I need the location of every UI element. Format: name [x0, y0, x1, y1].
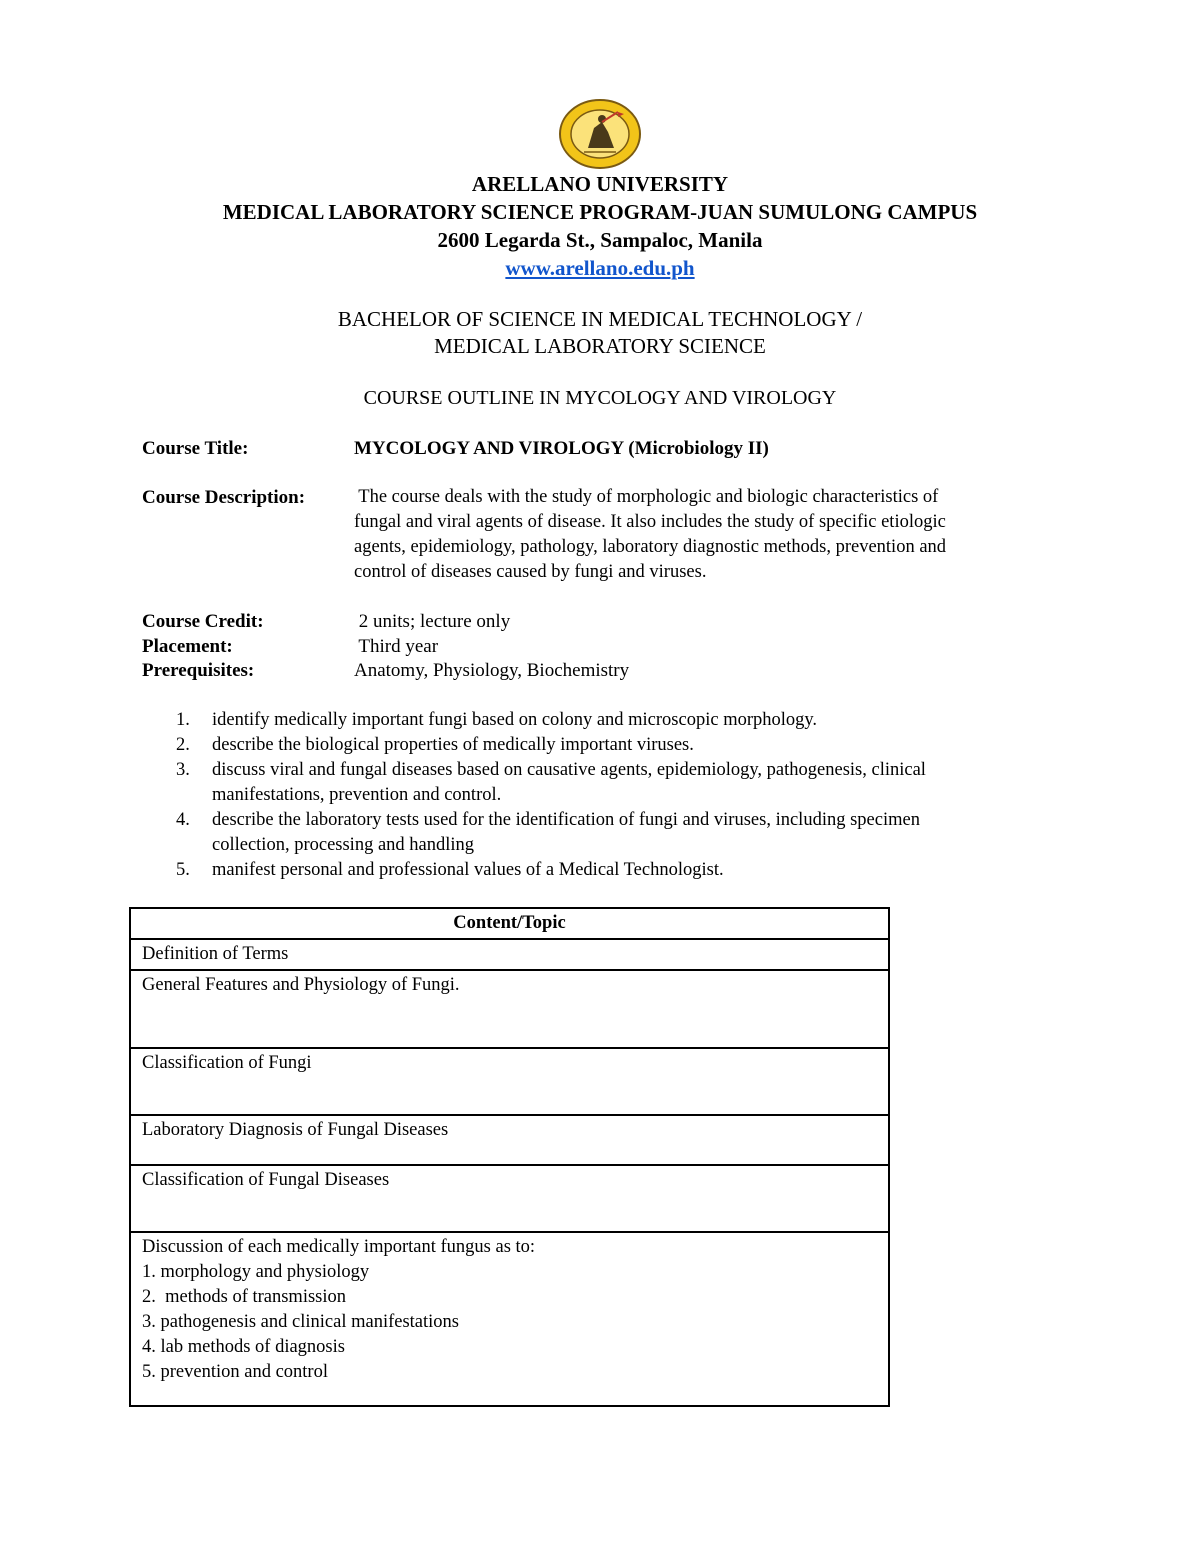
objective-number: 4.: [176, 810, 190, 830]
table-header-row: [130, 908, 889, 939]
description-line: agents, epidemiology, pathology, laboratory diagnostic methods, prevention and: [354, 537, 947, 557]
website-link[interactable]: www.arellano.edu.ph: [505, 256, 695, 280]
placement-value: Third year: [354, 636, 439, 657]
content-topic-table: [129, 907, 890, 1407]
topic-text: Definition of Terms: [142, 944, 289, 964]
description-line: control of diseases caused by fungi and viruses.: [354, 562, 707, 582]
topic-text: Classification of Fungal Diseases: [142, 1170, 390, 1190]
objective-text: describe the laboratory tests used for the identification of fungi and viruses, including specimen: [212, 810, 920, 830]
objectives-list: [172, 708, 1052, 883]
prerequisites-label: Prerequisites:: [142, 660, 255, 681]
objective-text: describe the biological properties of medically important viruses.: [212, 735, 694, 755]
description-line: fungal and viral agents of disease. It also includes the study of specific etiologic: [354, 512, 946, 532]
degree-title: [0, 306, 1200, 360]
campus-address: 2600 Legarda St., Sampaloc, Manila: [437, 228, 763, 252]
outline-title: COURSE OUTLINE IN MYCOLOGY AND VIROLOGY: [363, 387, 837, 409]
objective-number: 5.: [176, 860, 190, 880]
objective-number: 2.: [176, 735, 190, 755]
university-seal-icon: [558, 98, 642, 170]
table-row: [130, 1232, 889, 1406]
course-title-value: MYCOLOGY AND VIROLOGY (Microbiology II): [354, 438, 769, 459]
topic-text: 5. prevention and control: [142, 1362, 328, 1382]
objective-number: 1.: [176, 710, 190, 730]
objective-text: identify medically important fungi based on colony and microscopic morphology.: [212, 710, 818, 730]
objective-text: discuss viral and fungal diseases based on causative agents, epidemiology, pathogenesis, clinical: [212, 760, 926, 780]
course-description: [354, 485, 1054, 585]
topic-text: 4. lab methods of diagnosis: [142, 1337, 345, 1357]
objective-item: [172, 858, 1052, 883]
table-row: [130, 939, 889, 970]
table-row: [130, 1048, 889, 1115]
course-description-label: Course Description:: [142, 487, 306, 508]
university-seal-logo: [558, 98, 642, 170]
course-credit-value: 2 units; lecture only: [354, 611, 511, 632]
topic-text: 3. pathogenesis and clinical manifestations: [142, 1312, 459, 1332]
placement-label: Placement:: [142, 636, 233, 657]
content-topic-header: Content/Topic: [130, 908, 889, 939]
topic-text: 2. methods of transmission: [142, 1287, 347, 1307]
table-row: [130, 1115, 889, 1165]
objective-text: manifestations, prevention and control.: [212, 785, 502, 805]
topic-cell: [130, 1165, 889, 1232]
objective-item: [172, 733, 1052, 758]
objective-item: [172, 708, 1052, 733]
topic-text: Laboratory Diagnosis of Fungal Diseases: [142, 1120, 449, 1140]
objective-text: collection, processing and handling: [212, 835, 475, 855]
topic-cell: [130, 1048, 889, 1115]
topic-cell: [130, 1232, 889, 1406]
topic-text: General Features and Physiology of Fungi.: [142, 975, 460, 995]
degree-line-2: MEDICAL LABORATORY SCIENCE: [434, 334, 766, 358]
topic-cell: [130, 1115, 889, 1165]
description-line: The course deals with the study of morphologic and biologic characteristics of: [354, 487, 939, 507]
program-name: MEDICAL LABORATORY SCIENCE PROGRAM-JUAN SUMULONG CAMPUS: [222, 200, 978, 224]
course-credit-label: Course Credit:: [142, 611, 264, 632]
topic-cell: [130, 970, 889, 1048]
topic-text: 1. morphology and physiology: [142, 1262, 370, 1282]
course-title-label: Course Title:: [142, 438, 249, 459]
letterhead: [0, 170, 1200, 282]
table-row: [130, 970, 889, 1048]
prerequisites-value: Anatomy, Physiology, Biochemistry: [354, 660, 630, 681]
table-row: [130, 1165, 889, 1232]
objective-item: [172, 758, 1052, 808]
topic-text: Discussion of each medically important fungus as to:: [142, 1237, 536, 1257]
topic-cell: [130, 939, 889, 970]
objective-item: [172, 808, 1052, 858]
degree-line-1: BACHELOR OF SCIENCE IN MEDICAL TECHNOLOGY /: [337, 307, 863, 331]
objective-number: 3.: [176, 760, 190, 780]
university-name: ARELLANO UNIVERSITY: [471, 172, 729, 196]
objective-text: manifest personal and professional values of a Medical Technologist.: [212, 860, 724, 880]
topic-text: Classification of Fungi: [142, 1053, 312, 1073]
